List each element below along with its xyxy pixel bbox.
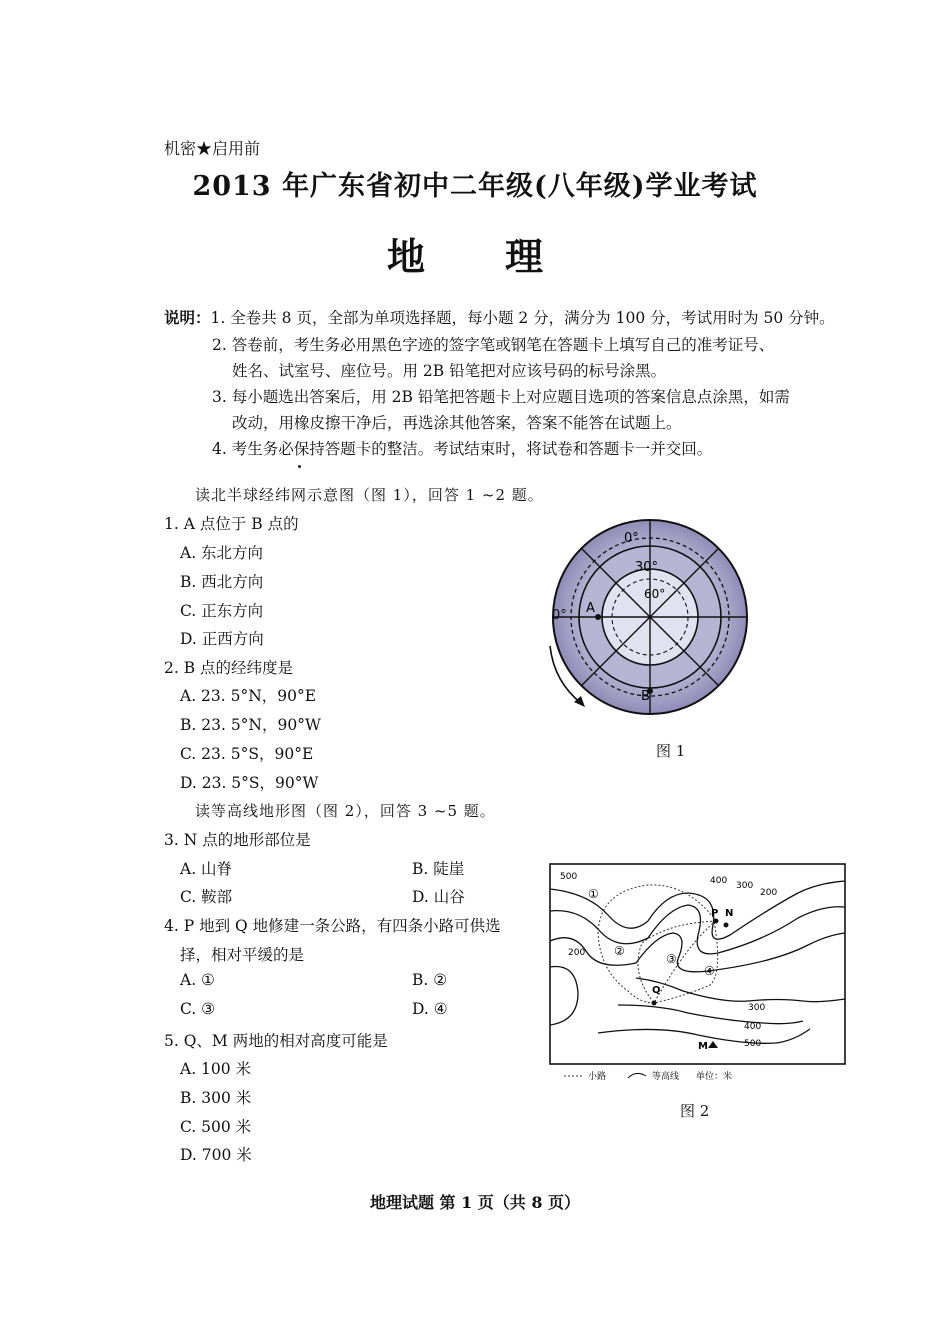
label-p: P [711, 908, 719, 919]
label-q: Q [652, 985, 661, 996]
legend-unit: 单位：米 [696, 1072, 733, 1082]
contour-label: 400 [744, 1022, 762, 1032]
label-lat0: 0° [624, 531, 639, 546]
question-4-stem-line1: 4. P 地到 Q 地修建一条公路，有四条小路可供选 [164, 917, 501, 935]
stray-dot [298, 465, 301, 468]
question-5-option-a: A. 100 米 [180, 1060, 252, 1078]
instructions-line-1 [164, 306, 835, 328]
path-label-2: ② [614, 944, 625, 958]
subject-title: 地理 [386, 234, 623, 279]
question-2-option-b: B. 23. 5°N，90°W [180, 716, 321, 734]
legend-contour-symbol [628, 1073, 646, 1078]
question-4-option-b: B. ② [412, 971, 448, 989]
question-1-option-b: B. 西北方向 [180, 573, 264, 591]
point-n-marker [724, 923, 729, 928]
section1-intro: 读北半球经纬网示意图（图 1），回答 1 ~2 题。 [195, 486, 544, 504]
point-a-marker [595, 614, 601, 620]
rotation-arrow-icon [540, 640, 600, 714]
question-2-option-c: C. 23. 5°S，90°E [180, 745, 314, 763]
figure1-caption: 图 1 [656, 742, 686, 760]
question-4-stem-line2: 择，相对平缓的是 [180, 946, 305, 964]
question-5-option-c: C. 500 米 [180, 1118, 252, 1136]
path-label-4: ④ [704, 964, 715, 978]
question-3-option-a: A. 山脊 [180, 860, 233, 878]
instruction-text: 姓名、试室号、座位号。用 2B 铅笔把对应该号码的标号涂黑。 [232, 362, 667, 380]
question-3-stem: 3. N 点的地形部位是 [164, 831, 311, 849]
instruction-text: 2. 答卷前，考生务必用黑色字迹的签字笔或钢笔在答题卡上填写自己的准考证号、 [212, 336, 775, 354]
instruction-text: 4. 考生务必保持答题卡的整洁。考试结束时，将试卷和答题卡一并交回。 [212, 440, 713, 458]
instructions-label: 说明： [164, 308, 211, 327]
exam-title: 2013 年广东省初中二年级(八年级)学业考试 [192, 171, 758, 202]
question-5-option-d: D. 700 米 [180, 1146, 252, 1164]
point-p-marker [714, 919, 719, 924]
contour-label: 200 [568, 948, 586, 958]
label-n: N [725, 908, 734, 919]
label-b: B [641, 689, 650, 704]
path-label-1: ① [588, 887, 599, 901]
label-m: M [698, 1041, 708, 1052]
question-1-option-a: A. 东北方向 [180, 544, 264, 562]
question-2-option-d: D. 23. 5°S，90°W [180, 774, 319, 792]
page-footer: 地理试题 第 1 页（共 8 页） [369, 1193, 581, 1212]
confidential-mark: 机密★启用前 [164, 139, 261, 158]
question-3-option-c: C. 鞍部 [180, 888, 233, 906]
question-2-stem: 2. B 点的经纬度是 [164, 659, 294, 677]
question-3-option-d: D. 山谷 [412, 888, 465, 906]
legend-path: 小路 [588, 1072, 607, 1082]
label-lat60: 60° [644, 587, 666, 601]
section2-intro: 读等高线地形图（图 2），回答 3 ~5 题。 [195, 802, 496, 820]
figure2-contour-map [548, 863, 848, 1085]
question-1-option-c: C. 正东方向 [180, 602, 264, 620]
question-1-option-d: D. 正西方向 [180, 630, 264, 648]
question-4-option-c: C. ③ [180, 1000, 216, 1018]
contour-label: 300 [748, 1003, 766, 1013]
contour-label: 400 [710, 876, 728, 886]
question-5-stem: 5. Q、M 两地的相对高度可能是 [164, 1032, 388, 1050]
question-3-option-b: B. 陡崖 [412, 860, 465, 878]
contour-label: 500 [560, 872, 578, 882]
contour-label: 200 [760, 888, 778, 898]
label-lon0: 0° [552, 608, 567, 623]
path-label-3: ③ [666, 952, 677, 966]
question-1-stem: 1. A 点位于 B 点的 [164, 515, 299, 533]
contour-label: 500 [744, 1039, 762, 1049]
label-lat30: 30° [635, 560, 659, 575]
label-a: A [586, 601, 595, 616]
question-2-option-a: A. 23. 5°N，90°E [180, 687, 317, 705]
instruction-text: 3. 每小题选出答案后，用 2B 铅笔把答题卡上对应题目选项的答案信息点涂黑，如需 [212, 388, 790, 406]
legend-contour: 等高线 [652, 1072, 680, 1082]
question-4-option-a: A. ① [180, 971, 215, 989]
point-q-marker [652, 1001, 657, 1006]
figure2-caption: 图 2 [680, 1102, 710, 1120]
contour-label: 300 [736, 881, 754, 891]
instruction-text: 1. 全卷共 8 页，全部为单项选择题，每小题 2 分，满分为 100 分，考试用时为 50 分钟。 [210, 309, 835, 327]
question-4-option-d: D. ④ [412, 1000, 448, 1018]
question-5-option-b: B. 300 米 [180, 1089, 252, 1107]
instruction-text: 改动，用橡皮擦干净后，再选涂其他答案，答案不能答在试题上。 [232, 414, 682, 432]
